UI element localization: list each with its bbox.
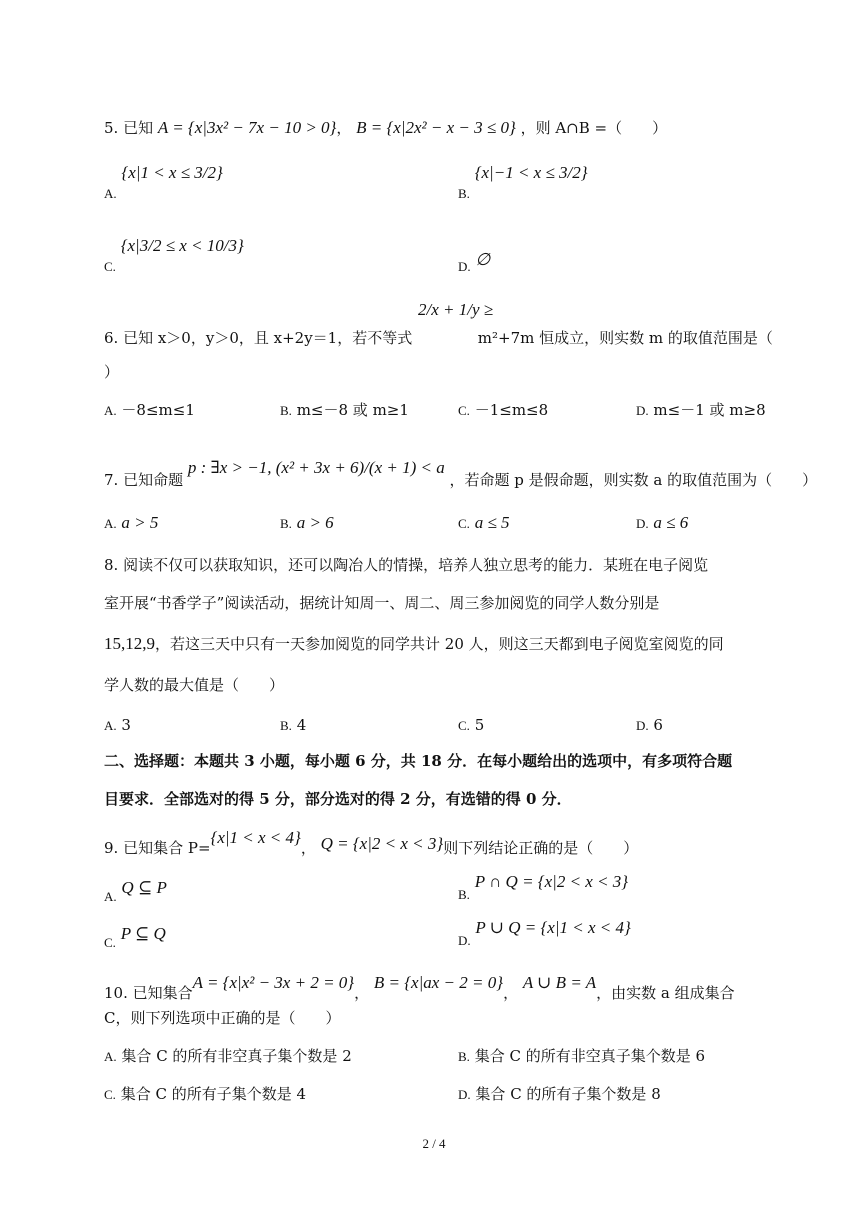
q10-union: A ∪ B = A xyxy=(522,973,597,992)
q10-option-c-text: 集合 C 的所有子集个数是 4 xyxy=(120,1085,307,1103)
q6-option-c xyxy=(458,400,548,421)
q7-option-d-label: D. xyxy=(636,516,649,531)
q10-option-b-label: B. xyxy=(458,1049,470,1064)
q6-stem xyxy=(104,328,773,348)
q5-option-d-label: D. xyxy=(458,259,471,274)
q9-prefix: 9. 已知集合 P= xyxy=(104,839,211,857)
q8-line2: 室开展“书香学子”阅读活动，据统计知周一、周二、周三参加阅览的同学人数分别是 xyxy=(104,594,660,612)
q10-option-a-text: 集合 C 的所有非空真子集个数是 2 xyxy=(121,1047,352,1065)
q7-option-d xyxy=(636,513,688,534)
q6-option-b-text: m≤－8 或 m≥1 xyxy=(296,401,409,419)
q10-option-d xyxy=(458,1084,661,1105)
q5-ask: ，则 A∩B =（ ） xyxy=(520,119,668,137)
q8-option-d-text: 6 xyxy=(653,716,663,734)
q7-text: ，若命题 p 是假命题，则实数 a 的取值范围为（ ） xyxy=(449,471,818,489)
q10-text: ，由实数 a 组成集合 xyxy=(596,984,735,1002)
q5-option-c-label: C. xyxy=(104,259,116,274)
q6-option-d-text: m≤－1 或 m≥8 xyxy=(653,401,766,419)
q10-option-b xyxy=(458,1046,705,1067)
q5-option-d xyxy=(458,250,491,277)
q9-ask: 则下列结论正确的是（ ） xyxy=(443,839,639,857)
q10-line2: C，则下列选项中正确的是（ ） xyxy=(104,1009,341,1027)
q7-stem xyxy=(104,458,818,490)
q7-option-c-label: C. xyxy=(458,516,470,531)
q9-option-d-label: D. xyxy=(458,933,471,948)
q8-nums: 15,12,9 xyxy=(104,634,155,653)
q6-option-c-label: C. xyxy=(458,403,470,418)
q5-option-a xyxy=(104,163,223,204)
q7-prefix: 7. 已知命题 xyxy=(104,471,184,489)
q8-line3 xyxy=(104,634,724,654)
q8-option-d-label: D. xyxy=(636,718,649,733)
q5-option-b-text: {x|−1 < x ≤ 3/2} xyxy=(474,163,588,182)
q10-stem xyxy=(104,973,735,1002)
q10-sep1: ， xyxy=(354,984,370,1002)
q10-set-b: B = {x|ax − 2 = 0} xyxy=(373,973,504,992)
q5-set-b: B = {x|2x² − x − 3 ≤ 0} xyxy=(356,118,516,137)
q5-stem xyxy=(104,118,667,138)
q9-option-a-label: A. xyxy=(104,889,117,904)
q7-proposition: p : ∃x > −1, (x² + 3x + 6)/(x + 1) < a xyxy=(187,458,445,477)
q10-option-a xyxy=(104,1046,352,1067)
q10-option-d-text: 集合 C 的所有子集个数是 8 xyxy=(475,1085,661,1103)
q6-option-b xyxy=(280,400,409,421)
q10-set-a: A = {x|x² − 3x + 2 = 0} xyxy=(192,973,355,992)
q5-option-d-text: ∅ xyxy=(475,250,491,269)
q9-option-b-text: P ∩ Q = {x|2 < x < 3} xyxy=(474,872,629,891)
q9-option-c-text: P ⊆ Q xyxy=(120,924,166,943)
q8-option-a-label: A. xyxy=(104,718,117,733)
q7-option-c-text: a ≤ 5 xyxy=(474,513,510,532)
q5-option-a-label: A. xyxy=(104,186,117,201)
q10-option-c-label: C. xyxy=(104,1087,116,1102)
q6-fraction-expr xyxy=(418,300,493,320)
q10-option-b-text: 集合 C 的所有非空真子集个数是 6 xyxy=(474,1047,706,1065)
q6-option-a-text: －8≤m≤1 xyxy=(121,401,195,419)
q8-line4: 学人数的最大值是（ ） xyxy=(104,676,285,694)
q9-option-a-text: Q ⊆ P xyxy=(121,878,167,897)
q6-option-b-label: B. xyxy=(280,403,292,418)
q5-set-a: A = {x|3x² − 7x − 10 > 0} xyxy=(157,118,337,137)
q9-option-c-label: C. xyxy=(104,935,116,950)
q5-option-c-text: {x|3/2 ≤ x < 10/3} xyxy=(120,236,244,255)
q7-option-b-label: B. xyxy=(280,516,292,531)
q7-option-a xyxy=(104,513,158,534)
q10-prefix: 10. 已知集合 xyxy=(104,984,193,1002)
q7-option-a-label: A. xyxy=(104,516,117,531)
q6-text3: ） xyxy=(104,363,120,381)
q8-option-d xyxy=(636,715,663,736)
q10-sep2: ， xyxy=(503,984,519,1002)
q9-stem xyxy=(104,828,639,858)
q5-option-a-text: {x|1 < x ≤ 3/2} xyxy=(121,163,223,182)
q5-option-b-label: B. xyxy=(458,186,470,201)
q7-option-c xyxy=(458,513,510,534)
q7-option-a-text: a > 5 xyxy=(121,513,159,532)
q5-sep: ， xyxy=(336,119,352,137)
q8-line3-text: ，若这三天中只有一天参加阅览的同学共计 20 人，则这三天都到电子阅览室阅览的同 xyxy=(155,635,724,653)
q8-option-b-text: 4 xyxy=(296,716,307,734)
q6-option-a xyxy=(104,400,195,421)
q8-option-c xyxy=(458,715,484,736)
q6-fraction-text: 2/x + 1/y ≥ xyxy=(418,300,494,319)
q8-option-b xyxy=(280,715,306,736)
q9-option-a xyxy=(104,878,167,904)
q5-option-b xyxy=(458,163,588,204)
q9-option-d-text: P ∪ Q = {x|1 < x < 4} xyxy=(475,918,631,937)
q7-option-b xyxy=(280,513,334,534)
q9-option-c xyxy=(104,924,166,950)
q6-option-a-label: A. xyxy=(104,403,117,418)
q5-prefix: 5. 已知 xyxy=(104,119,154,137)
q6-text2: m²+7m 恒成立，则实数 m 的取值范围是（ xyxy=(477,329,773,347)
q10-option-a-label: A. xyxy=(104,1049,117,1064)
q9-option-d xyxy=(458,918,631,948)
q7-option-d-text: a ≤ 6 xyxy=(653,513,689,532)
q10-option-c xyxy=(104,1084,306,1105)
q6-text1: 6. 已知 x＞0，y＞0，且 x+2y＝1，若不等式 xyxy=(104,329,413,347)
q7-option-b-text: a > 6 xyxy=(296,513,334,532)
q6-option-d-label: D. xyxy=(636,403,649,418)
q9-set-q: Q = {x|2 < x < 3} xyxy=(320,834,444,853)
q9-option-b-label: B. xyxy=(458,887,470,902)
page-number: 2 / 4 xyxy=(422,1136,446,1151)
q8-line1: 8. 阅读不仅可以获取知识，还可以陶冶人的情操，培养人独立思考的能力．某班在电子阅览 xyxy=(104,556,709,574)
q9-sep: ， xyxy=(300,839,316,857)
section2-heading-line1: 二、选择题：本题共 3 小题，每小题 6 分，共 18 分．在每小题给出的选项中，有多项符合题 xyxy=(104,752,733,770)
q6-option-d xyxy=(636,400,766,421)
q6-option-c-text: －1≤m≤8 xyxy=(474,401,549,419)
q10-option-d-label: D. xyxy=(458,1087,471,1102)
q8-option-c-text: 5 xyxy=(474,716,485,734)
q8-option-a-text: 3 xyxy=(121,716,131,734)
q8-option-a xyxy=(104,715,131,736)
q9-option-b xyxy=(458,872,629,902)
section2-heading-line2: 目要求．全部选对的得 5 分，部分选对的得 2 分，有选错的得 0 分． xyxy=(104,790,572,808)
q9-set-p: {x|1 < x < 4} xyxy=(210,828,301,847)
q8-option-b-label: B. xyxy=(280,718,292,733)
q8-option-c-label: C. xyxy=(458,718,470,733)
q5-option-c xyxy=(104,236,244,277)
